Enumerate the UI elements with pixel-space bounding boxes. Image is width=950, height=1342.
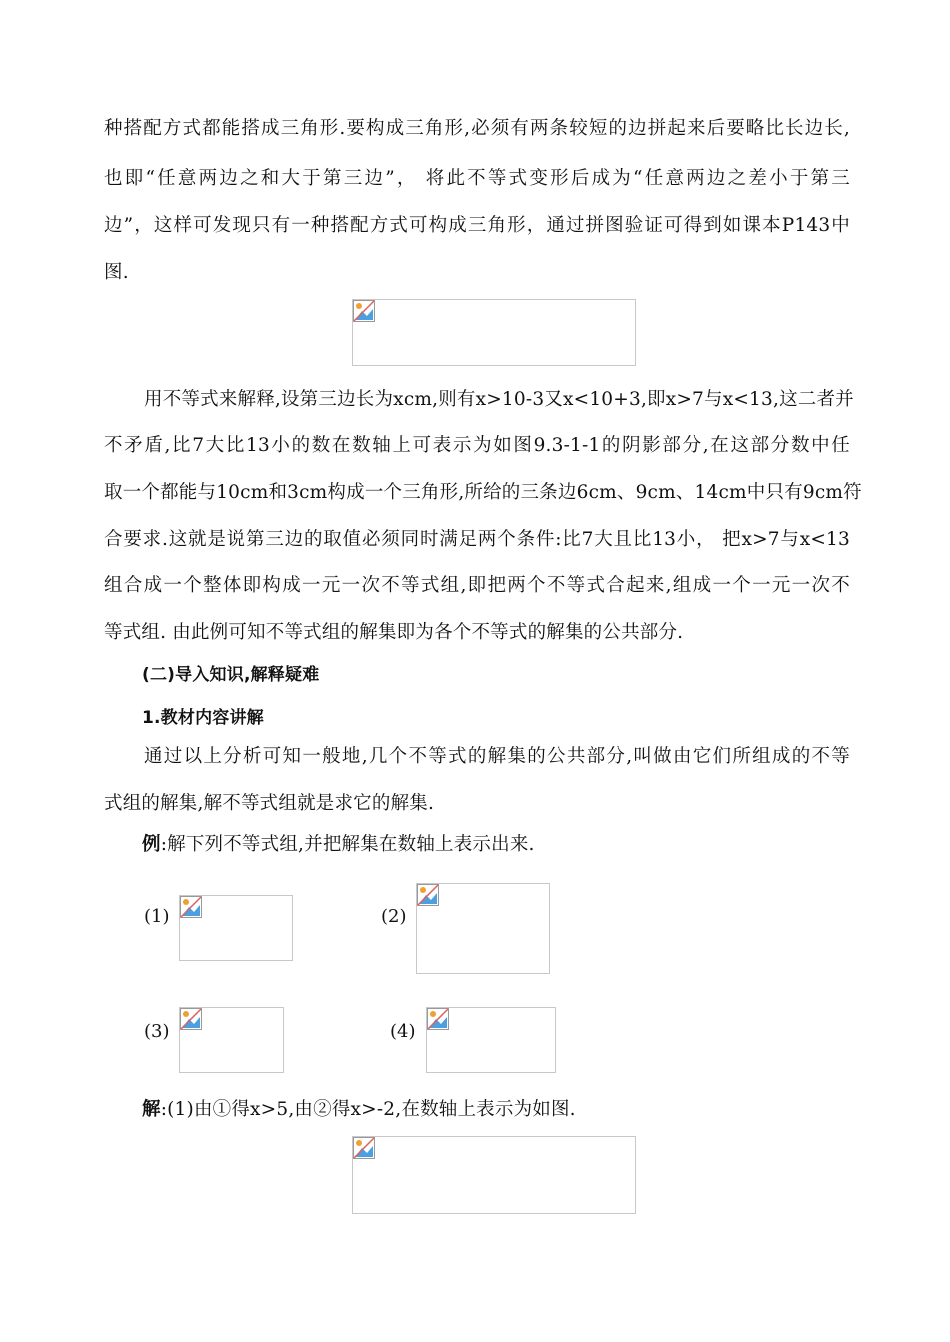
solution-text: :(1)由①得x>5,由②得x>-2,在数轴上表示为如图. bbox=[160, 1099, 576, 1120]
broken-image-solution-1 bbox=[352, 1136, 636, 1214]
broken-image-icon bbox=[417, 884, 439, 906]
example-line bbox=[142, 830, 888, 860]
broken-image-icon bbox=[180, 896, 202, 918]
para2-line-6: 等式组. 由此例可知不等式组的解集即为各个不等式的解集的公共部分. bbox=[104, 622, 684, 643]
para2-line-1: 用不等式来解释,设第三边长为xcm,则有x>10-3又x<10+3,即x>7与x<13,这二者并 bbox=[144, 389, 854, 410]
para1-line-4: 图. bbox=[104, 262, 129, 283]
para2-line-5: 组合成一个整体即构成一元一次不等式组,即把两个不等式合起来,组成一个一元一次不 bbox=[104, 575, 850, 596]
example-label-3: (3) bbox=[144, 1021, 170, 1042]
broken-image-icon bbox=[353, 300, 375, 322]
example-label-2: (2) bbox=[381, 906, 407, 927]
example-text: :解下列不等式组,并把解集在数轴上表示出来. bbox=[160, 834, 535, 855]
para1-line-3: 边”，这样可发现只有一种搭配方式可构成三角形，通过拼图验证可得到如课本P143中 bbox=[104, 215, 850, 236]
broken-image-icon bbox=[353, 1137, 375, 1159]
broken-image-example-1 bbox=[179, 895, 293, 961]
para3-line-2: 式组的解集,解不等式组就是求它的解集. bbox=[104, 793, 435, 814]
broken-image-example-4 bbox=[426, 1007, 556, 1073]
para1-line-2: 也即“任意两边之和大于第三边”， 将此不等式变形后成为“任意两边之差小于第三 bbox=[104, 168, 850, 189]
solution-prefix: 解 bbox=[142, 1099, 161, 1120]
subsection-heading: 1.教材内容讲解 bbox=[142, 708, 264, 728]
broken-image-figure-1 bbox=[352, 299, 636, 366]
para2-line-2: 不矛盾,比7大比13小的数在数轴上可表示为如图9.3-1-1的阴影部分,在这部分数中任 bbox=[104, 435, 850, 456]
example-label-4: (4) bbox=[390, 1021, 416, 1042]
example-label-1: (1) bbox=[144, 906, 170, 927]
para3-line-1: 通过以上分析可知一般地,几个不等式的解集的公共部分,叫做由它们所组成的不等 bbox=[144, 746, 850, 767]
broken-image-example-2 bbox=[416, 883, 550, 974]
broken-image-example-3 bbox=[179, 1007, 284, 1073]
para2-line-3: 取一个都能与10cm和3cm构成一个三角形,所给的三条边6cm、9cm、14cm中只有9cm符 bbox=[104, 482, 862, 503]
para1-line-1: 种搭配方式都能搭成三角形.要构成三角形,必须有两条较短的边拼起来后要略比长边长, bbox=[104, 118, 850, 139]
para2-line-4: 合要求.这就是说第三边的取值必须同时满足两个条件:比7大且比13小， 把x>7与x<13 bbox=[104, 529, 850, 550]
broken-image-icon bbox=[427, 1008, 449, 1030]
section-heading: (二)导入知识,解释疑难 bbox=[142, 665, 320, 685]
solution-line bbox=[142, 1095, 888, 1125]
broken-image-icon bbox=[180, 1008, 202, 1030]
example-prefix: 例 bbox=[142, 834, 161, 855]
